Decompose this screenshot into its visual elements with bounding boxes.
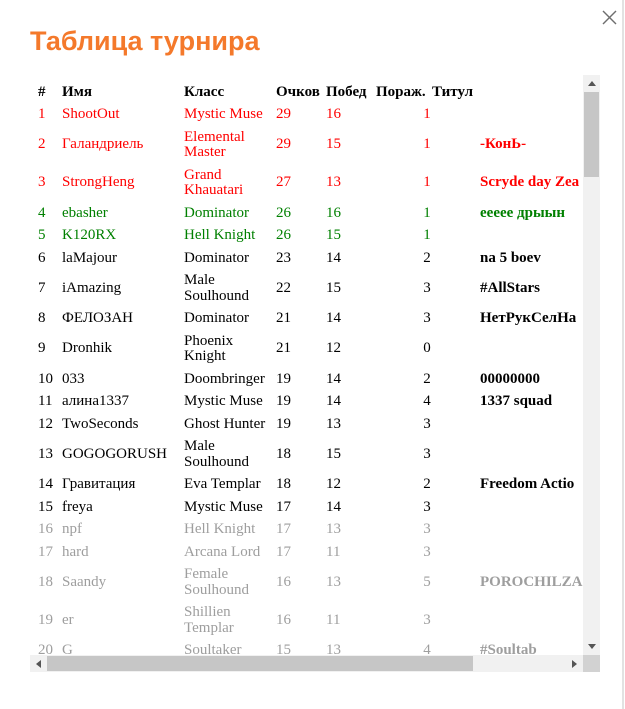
points-cell: 19 — [276, 393, 291, 409]
class-cell: Shillien Templar — [184, 604, 234, 636]
rank-cell: 1 — [38, 106, 46, 122]
wins-cell: 13 — [326, 521, 341, 537]
table-row — [38, 391, 583, 414]
rank-cell: 12 — [38, 415, 53, 432]
class-cell: Phoenix Knight — [184, 332, 234, 364]
wins-cell: 11 — [326, 611, 341, 628]
losses-cell: 3 — [423, 611, 431, 628]
class-cell: Mystic Muse — [184, 498, 263, 515]
wins-cell: 15 — [326, 279, 341, 296]
table-row — [38, 640, 583, 656]
rank-cell: 14 — [38, 476, 53, 492]
table-row — [38, 270, 583, 308]
class-cell: Dominator — [184, 310, 249, 326]
header-name: Имя — [62, 84, 92, 100]
class-cell: Grand Khauatari — [184, 166, 244, 198]
horizontal-scrollbar[interactable] — [30, 655, 583, 672]
losses-cell: 3 — [423, 415, 431, 432]
wins-cell: 15 — [326, 136, 341, 153]
close-icon — [601, 9, 618, 26]
player-name-cell: G — [62, 642, 73, 655]
losses-cell: 2 — [423, 476, 431, 492]
table-row — [38, 436, 583, 474]
rank-cell: 17 — [38, 543, 53, 560]
title-cell — [480, 225, 583, 248]
table-row — [38, 496, 583, 519]
player-name-cell: алина1337 — [62, 393, 129, 409]
rank-cell: 15 — [38, 498, 53, 515]
rank-cell: 3 — [38, 174, 46, 191]
title-cell — [480, 330, 583, 368]
player-name-cell: ShootOut — [62, 106, 120, 122]
points-cell: 17 — [276, 543, 291, 560]
header-class: Класс — [184, 84, 225, 100]
losses-cell: 4 — [423, 393, 431, 409]
table-row — [38, 202, 583, 225]
arrow-left-icon — [36, 660, 41, 668]
class-cell: Doombringer — [184, 370, 265, 387]
rank-cell: 2 — [38, 136, 46, 153]
header-points: Очков — [276, 84, 320, 100]
title-cell: НетРукСелНа — [480, 310, 577, 326]
points-cell: 16 — [276, 573, 291, 590]
class-cell: Arcana Lord — [184, 543, 261, 560]
points-cell: 17 — [276, 498, 291, 515]
wins-cell: 16 — [326, 204, 341, 221]
table-row — [38, 164, 583, 202]
table-row — [38, 519, 583, 542]
page-title: Таблица турнира — [30, 26, 260, 56]
points-cell: 22 — [276, 279, 291, 296]
points-cell: 18 — [276, 476, 291, 492]
class-cell: Female Soulhound — [184, 566, 250, 598]
points-cell: 18 — [276, 445, 291, 462]
wins-cell: 14 — [326, 249, 341, 266]
title-cell: 00000000 — [480, 370, 540, 387]
player-name-cell: GOGOGORUSH — [62, 445, 168, 462]
class-cell: Soultaker — [184, 642, 242, 655]
table-row — [38, 541, 583, 564]
points-cell: 26 — [276, 204, 291, 221]
title-cell: na 5 boev — [480, 249, 541, 266]
rank-cell: 16 — [38, 521, 53, 537]
losses-cell: 5 — [423, 573, 431, 590]
points-cell: 19 — [276, 370, 291, 387]
title-cell: Scryde day Zea — [480, 174, 580, 191]
player-name-cell: er — [62, 611, 74, 628]
scroll-down-button[interactable] — [583, 638, 600, 655]
header-rank: # — [38, 84, 46, 100]
wins-cell: 15 — [326, 227, 341, 243]
points-cell: 15 — [276, 642, 291, 655]
class-cell: Eva Templar — [184, 476, 261, 492]
player-name-cell: ebasher — [62, 204, 108, 221]
player-name-cell: ФЕЛОЗАН — [62, 310, 134, 326]
points-cell: 23 — [276, 249, 291, 266]
table-row — [38, 368, 583, 391]
wins-cell: 11 — [326, 543, 341, 560]
player-name-cell: Гравитация — [62, 476, 136, 492]
losses-cell: 4 — [423, 642, 431, 655]
table-row — [38, 126, 583, 164]
losses-cell: 2 — [423, 370, 431, 387]
player-name-cell: TwoSeconds — [62, 415, 139, 432]
rank-cell: 6 — [38, 249, 46, 266]
title-cell — [480, 436, 583, 474]
title-cell: POROCHILZA — [480, 573, 583, 590]
arrow-right-icon — [572, 660, 577, 668]
title-cell: -КонЬ- — [480, 136, 527, 153]
rank-cell: 9 — [38, 340, 46, 357]
title-cell — [480, 413, 583, 436]
rank-cell: 8 — [38, 310, 46, 326]
player-name-cell: K120RX — [62, 227, 117, 243]
table-row — [38, 308, 583, 331]
class-cell: Mystic Muse — [184, 393, 263, 409]
tournament-table-viewport — [30, 75, 583, 655]
wins-cell: 12 — [326, 340, 341, 357]
rank-cell: 20 — [38, 642, 53, 655]
rank-cell: 7 — [38, 279, 46, 296]
title-cell: еееее дрыын — [480, 204, 566, 221]
header-losses: Пораж. — [376, 84, 426, 100]
rank-cell: 13 — [38, 445, 53, 462]
class-cell: Dominator — [184, 204, 249, 221]
title-cell: #Soultab — [480, 642, 537, 655]
title-cell — [480, 104, 583, 127]
table-row — [38, 330, 583, 368]
player-name-cell: Dronhik — [62, 340, 112, 357]
points-cell: 21 — [276, 310, 291, 326]
player-name-cell: hard — [62, 543, 89, 560]
wins-cell: 14 — [326, 393, 341, 409]
class-cell: Elemental Master — [184, 128, 245, 160]
wins-cell: 13 — [326, 573, 341, 590]
losses-cell: 3 — [423, 279, 431, 296]
title-cell: Freedom Actio — [480, 476, 575, 492]
vertical-scrollbar-thumb[interactable] — [584, 92, 599, 177]
table-row — [38, 474, 583, 497]
table-row — [38, 247, 583, 270]
rank-cell: 11 — [38, 393, 53, 409]
arrow-up-icon — [588, 81, 596, 86]
title-cell: #AllStars — [480, 279, 540, 296]
wins-cell: 14 — [326, 370, 341, 387]
scroll-left-button[interactable] — [30, 655, 47, 672]
class-cell: Hell Knight — [184, 521, 256, 537]
header-title: Титул — [432, 84, 473, 100]
close-button[interactable] — [601, 9, 618, 26]
points-cell: 29 — [276, 136, 291, 153]
losses-cell: 1 — [423, 204, 431, 221]
vertical-scrollbar[interactable] — [583, 75, 600, 655]
table-header-row — [38, 82, 583, 104]
wins-cell: 15 — [326, 445, 341, 462]
wins-cell: 13 — [326, 174, 341, 191]
wins-cell: 12 — [326, 476, 341, 492]
losses-cell: 1 — [423, 136, 431, 153]
player-name-cell: StrongHeng — [62, 174, 135, 191]
losses-cell: 3 — [423, 310, 431, 326]
class-cell: Dominator — [184, 249, 249, 266]
title-cell — [480, 602, 583, 640]
scroll-right-button[interactable] — [566, 655, 583, 672]
class-cell: Mystic Muse — [184, 106, 263, 122]
player-name-cell: Галандриель — [62, 136, 144, 153]
class-cell: Male Soulhound — [184, 438, 250, 470]
losses-cell: 3 — [423, 543, 431, 560]
wins-cell: 14 — [326, 498, 341, 515]
class-cell: Ghost Hunter — [184, 415, 266, 432]
points-cell: 16 — [276, 611, 291, 628]
wins-cell: 13 — [326, 642, 341, 655]
title-cell: 1337 squad — [480, 393, 553, 409]
points-cell: 29 — [276, 106, 291, 122]
table-row — [38, 413, 583, 436]
losses-cell: 1 — [423, 227, 431, 243]
points-cell: 27 — [276, 174, 291, 191]
rank-cell: 18 — [38, 573, 53, 590]
losses-cell: 3 — [423, 521, 431, 537]
tournament-table-body — [38, 104, 583, 656]
class-cell: Hell Knight — [184, 227, 256, 243]
table-row — [38, 602, 583, 640]
player-name-cell: iAmazing — [62, 279, 122, 296]
rank-cell: 19 — [38, 611, 53, 628]
horizontal-scrollbar-thumb[interactable] — [47, 656, 473, 671]
player-name-cell: Saandy — [62, 573, 107, 590]
wins-cell: 16 — [326, 106, 341, 122]
table-row — [38, 225, 583, 248]
player-name-cell: 033 — [62, 370, 85, 387]
losses-cell: 1 — [423, 174, 431, 191]
player-name-cell: npf — [62, 521, 82, 537]
title-cell — [480, 496, 583, 519]
losses-cell: 1 — [423, 106, 431, 122]
losses-cell: 0 — [423, 340, 431, 357]
points-cell: 19 — [276, 415, 291, 432]
wins-cell: 14 — [326, 310, 341, 326]
header-wins: Побед — [326, 84, 367, 100]
title-cell — [480, 519, 583, 542]
rank-cell: 10 — [38, 370, 53, 387]
table-row — [38, 564, 583, 602]
title-cell — [480, 541, 583, 564]
class-cell: Male Soulhound — [184, 272, 250, 304]
losses-cell: 3 — [423, 445, 431, 462]
scroll-up-button[interactable] — [583, 75, 600, 92]
player-name-cell: laMajour — [62, 249, 117, 266]
wins-cell: 13 — [326, 415, 341, 432]
tournament-table-scroll-area — [30, 75, 600, 672]
rank-cell: 4 — [38, 204, 46, 221]
rank-cell: 5 — [38, 227, 46, 243]
dialog-right-border — [622, 0, 624, 709]
player-name-cell: freya — [62, 498, 93, 515]
losses-cell: 2 — [423, 249, 431, 266]
points-cell: 17 — [276, 521, 291, 537]
losses-cell: 3 — [423, 498, 431, 515]
arrow-down-icon — [588, 644, 596, 649]
points-cell: 26 — [276, 227, 291, 243]
table-row — [38, 104, 583, 127]
tournament-table — [38, 82, 583, 655]
points-cell: 21 — [276, 340, 291, 357]
scrollbar-corner — [583, 655, 600, 672]
